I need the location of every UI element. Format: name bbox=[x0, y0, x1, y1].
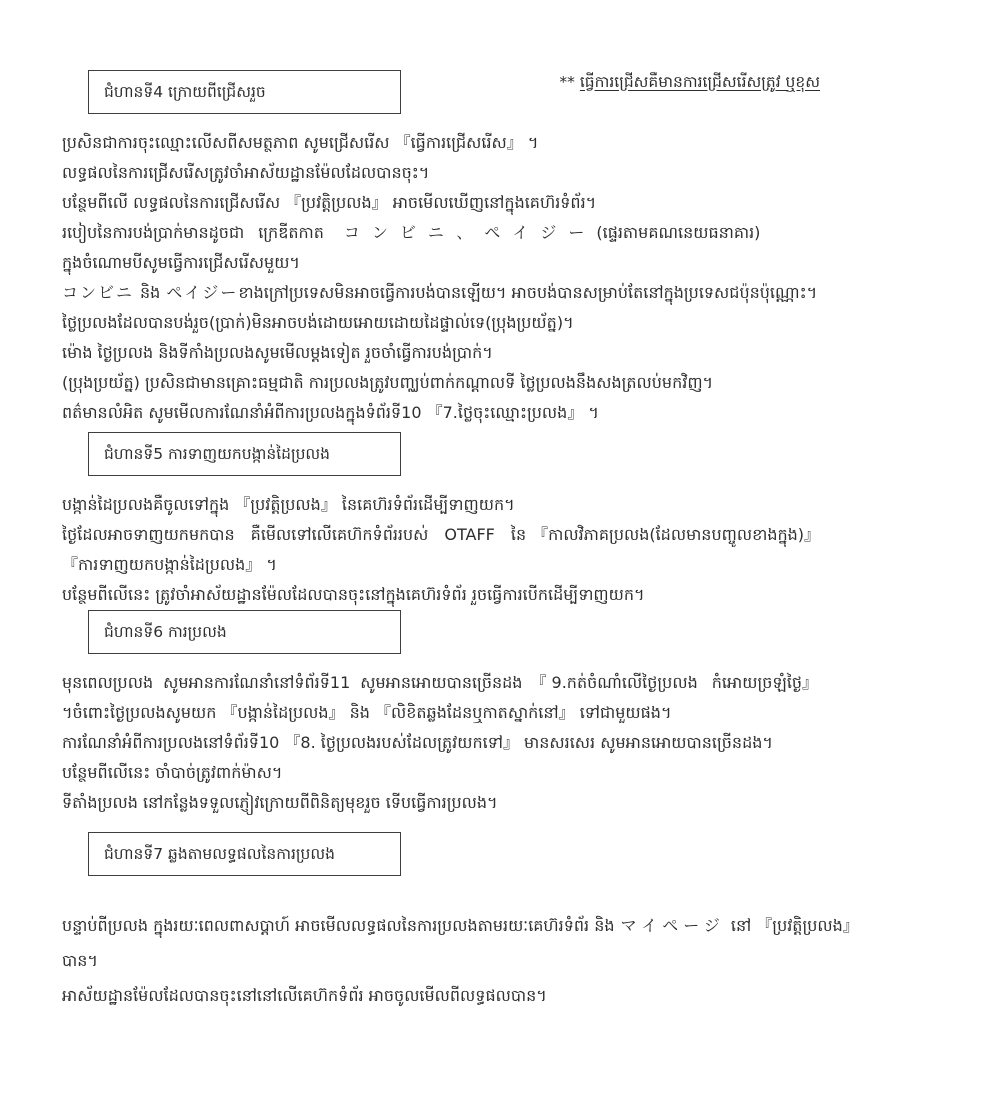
text-line bbox=[62, 788, 946, 818]
text-line bbox=[62, 398, 946, 428]
text-segment: អាស័យដ្ឋានម៉ែលដែលបានចុះនៅនៅលើគេហ៊កទំព័រ អាចចូលមើលពីលទ្ធផលបាន។ bbox=[62, 986, 547, 1005]
text-segment: ។ចំពោះថ្ងៃប្រលងសូមយក 『បង្កាន់ដៃប្រលង』 និង 『លិខិតឆ្លងដែនឬកាតស្នាក់នៅ』 ទៅជាមួយផង។ bbox=[62, 703, 672, 722]
text-segment: បន្ថែមពីលើនេះ ចាំបាច់ត្រូវពាក់ម៉ាស។ bbox=[62, 763, 283, 782]
text-segment: សូមអានអោយបានច្រើនដង bbox=[360, 673, 523, 692]
text-segment: នៃ bbox=[510, 525, 527, 544]
text-segment: ការណែនាំអំពីការប្រលងនៅទំព័រទី10 『8. ថ្ងៃប្រលងរបស់ដែលត្រូវយកទៅ』 មានសរសេរ សូមអានអោយបានច្រើនដង។ bbox=[62, 733, 773, 752]
step7-heading-box bbox=[88, 832, 401, 876]
text-segment: ថ្ងៃដែលអាចទាញយកមកបាន bbox=[62, 525, 235, 544]
text-line bbox=[62, 218, 946, 248]
text-line bbox=[62, 698, 946, 728]
otaff-label: OTAFF bbox=[444, 525, 495, 544]
japanese-payment-methods: コンビニ、ペイジー bbox=[343, 223, 597, 242]
top-row bbox=[88, 70, 926, 114]
text-line bbox=[62, 758, 946, 788]
text-segment: គឺមើលទៅលើគេហ៊កទំព័ររបស់ bbox=[250, 525, 429, 544]
text-line bbox=[62, 550, 946, 580]
step6-paragraph bbox=[62, 668, 946, 818]
text-segment: ក្នុងចំណោមបីសូមធ្វើការជ្រើសរើសមួយ។ bbox=[62, 253, 300, 272]
japanese-mypage: マイページ bbox=[620, 916, 725, 935]
step4-heading-label: ជំហានទី4 ក្រោយពីជ្រើសរួច bbox=[104, 83, 266, 101]
text-line bbox=[62, 908, 946, 943]
text-segment: បង្កាន់ដៃប្រលងគឺចូលទៅក្នុង 『ប្រវត្តិប្រលង』 នៃគេហ៊រទំព័រដើម្បីទាញយក។ bbox=[62, 495, 515, 514]
text-line bbox=[62, 943, 946, 978]
note-underlined-text: ធ្វើការជ្រើសគឺមានការជ្រើសរើសត្រូវ ឬខុស bbox=[579, 73, 820, 91]
step5-heading-label: ជំហានទី5 ការទាញយកបង្កាន់ដៃប្រលង bbox=[104, 445, 331, 463]
step6-heading-box bbox=[88, 610, 401, 654]
text-segment: កំអោយច្រឡំថ្ងៃ』 bbox=[711, 673, 819, 692]
text-segment: ប្រសិនជាការចុះឈ្មោះលើសពីសមត្ថភាព សូមជ្រើសរើស 『ធ្វើការជ្រើសរើស』 ។ bbox=[62, 133, 539, 152]
text-segment: លទ្ធផលនៃការជ្រើសរើសត្រូវចាំអាស័យដ្ឋានម៉ែលដែលបានចុះ។ bbox=[62, 163, 430, 182]
text-line bbox=[62, 490, 946, 520]
text-segment: បន្ទាប់ពីប្រលង ក្នុងរយៈពេលពាសប្តាហ៍ អាចមើលលទ្ធផលនៃការប្រលងតាមរយៈគេហ៊រទំព័រ និង bbox=[62, 916, 615, 935]
text-segment: ខាងក្រៅប្រទេសមិនអាចធ្វើការបង់បានឡើយ។ អាចបង់បានសម្រាប់តែនៅក្នុងប្រទេសជប៉ុនប៉ុណ្ណោះ។ bbox=[238, 283, 818, 302]
text-segment: សូមអានការណែនាំនៅទំព័រទី11 bbox=[163, 673, 351, 692]
text-segment: បន្ថែមពីលើ លទ្ធផលនៃការជ្រើសរើស 『ប្រវត្តិប្រលង』 អាចមើលឃើញនៅក្នុងគេហ៊រទំព័រ។ bbox=[62, 193, 597, 212]
text-segment: (ផ្ទេរតាមគណនេយធនាគារ) bbox=[596, 223, 761, 242]
text-segment: (ប្រុងប្រយ័ត្ន) ប្រសិនជាមានគ្រោះធម្មជាតិ ការប្រលងត្រូវបញ្ឈប់ពាក់កណ្ដាលទី ថ្លៃប្រលងនឹងសងត្រលប់មកវិញ។ bbox=[62, 373, 714, 392]
text-segment: ថ្លៃប្រលងដែលបានបង់រួច(ប្រាក់)មិនអាចបង់ដោយអោយដោយដៃផ្ទាល់ទេ(ប្រុងប្រយ័ត្ន)។ bbox=[62, 313, 574, 332]
text-segment: 『 9.កត់ចំណាំលើថ្ងៃប្រលង bbox=[530, 673, 698, 692]
text-segment: ទីតាំងប្រលង នៅកន្លែងទទួលភ្ញៀវក្រោយពីពិនិត្យមុខរួច ទើបធ្វើការប្រលង។ bbox=[62, 793, 498, 812]
text-line bbox=[62, 520, 946, 550]
text-segment: បន្ថែមពីលើនេះ ត្រូវចាំអាស័យដ្ឋានម៉ែលដែលបានចុះនៅក្នុងគេហ៊រទំព័រ រួចធ្វើការបើកដើម្បីទាញយក។ bbox=[62, 585, 645, 604]
text-line bbox=[62, 338, 946, 368]
text-line bbox=[62, 278, 946, 308]
japanese-konbini: コンビニ bbox=[62, 283, 135, 302]
text-line bbox=[62, 978, 946, 1013]
step5-heading-box bbox=[88, 432, 401, 476]
document-page bbox=[0, 70, 986, 1116]
text-segment: ម៉ោង ថ្ងៃប្រលង និងទីកាំងប្រលងសូមមើលម្ដងទៀត រួចចាំធ្វើការបង់ប្រាក់។ bbox=[62, 343, 493, 362]
japanese-payeasy: ペイジー bbox=[166, 283, 239, 302]
step4-paragraph bbox=[62, 128, 946, 428]
step5-paragraph bbox=[62, 490, 946, 610]
text-line bbox=[62, 668, 946, 698]
text-line bbox=[62, 128, 946, 158]
step6-heading-label: ជំហានទី6 ការប្រលង bbox=[104, 623, 227, 641]
text-segment: ពត៌មានលំអិត សូមមើលការណែនាំអំពីការប្រលងក្នុងទំព័រទី10 『7.ថ្លៃចុះឈ្មោះប្រលង』 ។ bbox=[62, 403, 599, 422]
text-segment: បាន។ bbox=[62, 951, 98, 970]
text-line bbox=[62, 728, 946, 758]
text-segment: 『កាលវិភាគប្រលង(ដែលមានបញ្ចូលខាងក្នុង)』 bbox=[532, 525, 821, 544]
text-segment: ក្រេឌីតកាត bbox=[258, 223, 324, 242]
text-segment: 『ការទាញយកបង្កាន់ដៃប្រលង』 ។ bbox=[62, 555, 277, 574]
text-segment: និង bbox=[140, 283, 161, 302]
step4-heading-box bbox=[88, 70, 401, 114]
text-line bbox=[62, 308, 946, 338]
text-line bbox=[62, 580, 946, 610]
note-stars: ** bbox=[559, 73, 575, 91]
text-line bbox=[62, 158, 946, 188]
text-segment: មុនពេលប្រលង bbox=[62, 673, 154, 692]
text-line bbox=[62, 188, 946, 218]
step7-paragraph bbox=[62, 908, 946, 1013]
text-line bbox=[62, 368, 946, 398]
text-line bbox=[62, 248, 946, 278]
step7-heading-label: ជំហានទី7 ឆ្លងតាមលទ្ធផលនៃការប្រលង bbox=[104, 845, 335, 863]
selection-note bbox=[559, 72, 820, 92]
text-segment: របៀបនៃការបង់ប្រាក់មានដូចជា bbox=[62, 223, 245, 242]
text-segment: នៅ 『ប្រវត្តិប្រលង』 bbox=[730, 916, 859, 935]
